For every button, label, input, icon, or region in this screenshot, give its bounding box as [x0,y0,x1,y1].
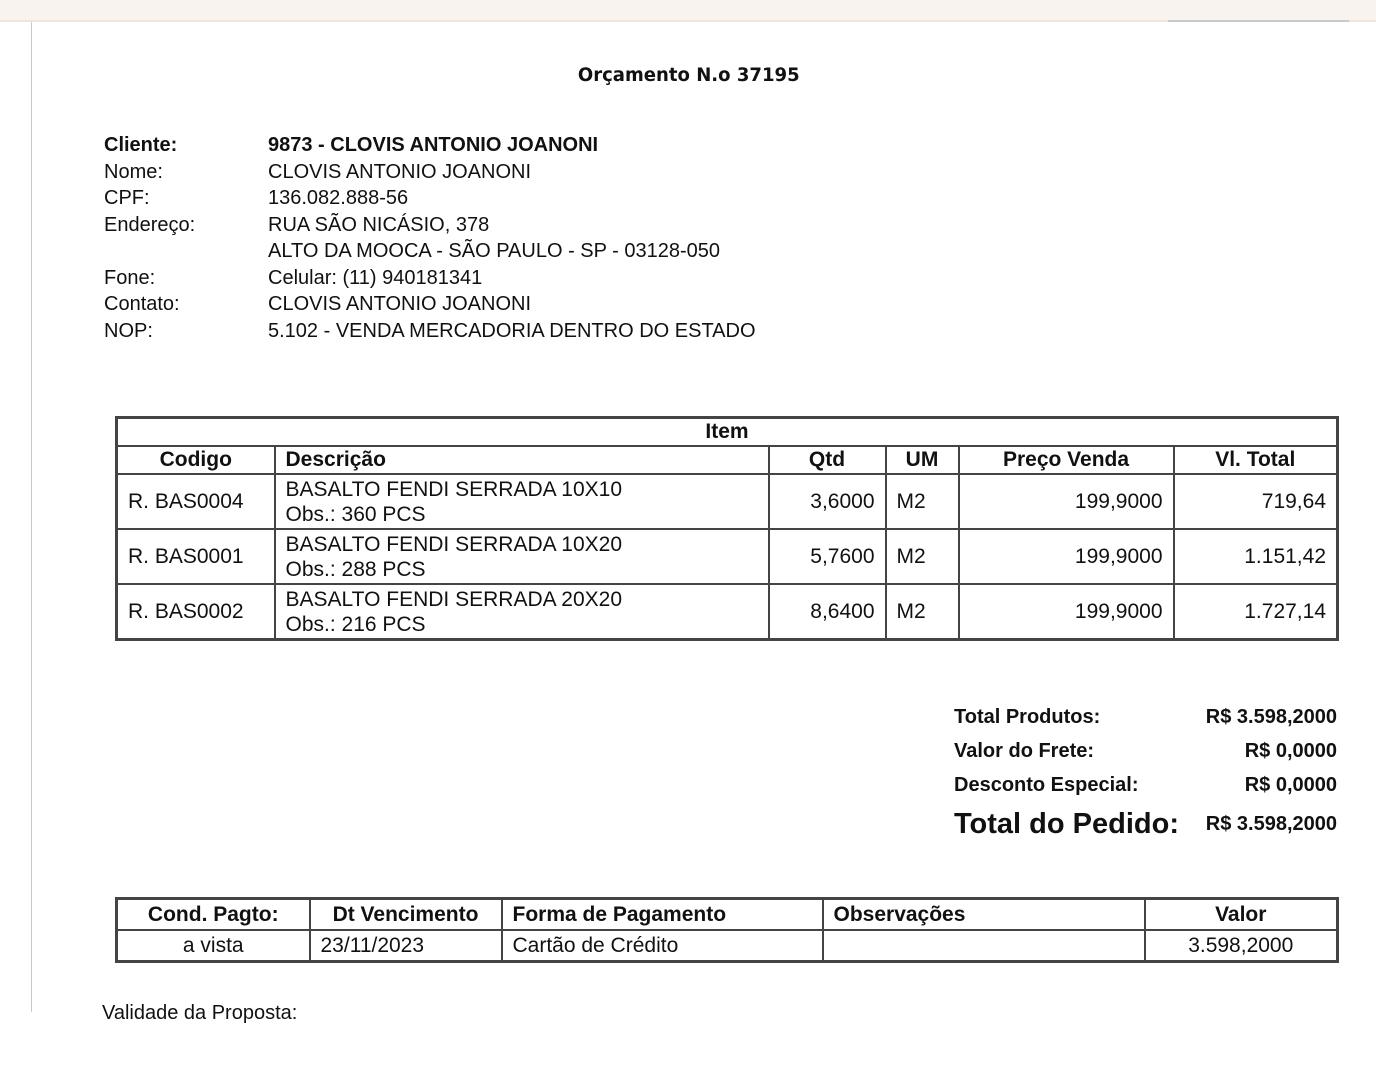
table-row [117,529,1338,584]
desconto-especial-value: R$ 0,0000 [1244,774,1337,796]
cell-codigo: R. BAS0002 [117,584,275,640]
cell-qtd: 8,6400 [769,584,886,640]
col-header-total: Vl. Total [1174,446,1338,474]
validity-label: Validade da Proposta: [102,1002,298,1024]
client-info [104,132,756,344]
client-row-nome [104,159,756,186]
table-row [117,930,1338,962]
col-header-codigo: Codigo [117,446,275,474]
item-obs: Obs.: 360 PCS [285,502,426,526]
client-value: 9873 - CLOVIS ANTONIO JOANONI [268,134,599,156]
cell-total: 1.151,42 [1174,529,1338,584]
payment-table [115,897,1339,963]
item-description: BASALTO FENDI SERRADA 20X20 [285,587,623,611]
item-description: BASALTO FENDI SERRADA 10X20 [285,532,623,556]
client-row-nop [104,318,756,345]
client-row-cliente [104,132,756,159]
total-pedido-label: Total do Pedido: [954,808,1179,840]
items-group-header-row [117,418,1338,447]
item-obs: Obs.: 288 PCS [285,557,426,581]
client-label [104,238,268,265]
valor-frete-value: R$ 0,0000 [1244,740,1337,762]
client-value: CLOVIS ANTONIO JOANONI [268,160,532,183]
cell-descricao [275,584,769,640]
item-description: BASALTO FENDI SERRADA 10X10 [285,477,623,501]
col-header-observacoes: Observações [823,899,1145,931]
cell-total: 719,64 [1174,474,1338,529]
cell-preco: 199,9000 [959,529,1174,584]
client-label: Endereço: [104,213,196,236]
viewer-top-bar [0,0,1376,22]
cell-vencimento: 23/11/2023 [310,930,502,962]
page-edge-left [31,22,32,1012]
cell-observacoes [823,930,1145,962]
table-row [117,584,1338,640]
cell-forma: Cartão de Crédito [502,930,823,962]
client-label: Contato: [104,293,180,315]
valor-frete-label: Valor do Frete: [954,740,1095,762]
items-group-header: Item [117,418,1338,447]
cell-qtd: 3,6000 [769,474,886,529]
cell-descricao [275,529,769,584]
client-value: CLOVIS ANTONIO JOANONI [268,293,532,315]
cell-um: M2 [886,584,959,640]
desconto-especial-label: Desconto Especial: [954,774,1139,796]
client-row-cpf [104,185,756,212]
total-produtos-label: Total Produtos: [954,706,1101,728]
client-value: ALTO DA MOOCA - SÃO PAULO - SP - 03128-050 [268,240,721,262]
cell-um: M2 [886,529,959,584]
cell-total: 1.727,14 [1174,584,1338,640]
col-header-descricao: Descrição [275,446,769,474]
total-pedido-row [954,802,1337,844]
col-header-qtd: Qtd [769,446,886,474]
client-value: Celular: (11) 940181341 [268,266,483,289]
col-header-forma: Forma de Pagamento [502,899,823,931]
client-label: NOP: [104,319,153,342]
page-edge-top [1168,20,1349,22]
total-produtos-row [954,700,1337,734]
item-obs: Obs.: 216 PCS [285,612,426,636]
col-header-um: UM [886,446,959,474]
cell-um: M2 [886,474,959,529]
client-value: 136.082.888-56 [268,187,409,209]
client-label: Nome: [104,160,163,183]
cell-preco: 199,9000 [959,474,1174,529]
cell-cond-pagto: a vista [117,930,310,962]
client-label: Cliente: [104,134,178,156]
client-label: CPF: [104,187,150,209]
cell-codigo: R. BAS0001 [117,529,275,584]
items-header-row [117,446,1338,474]
items-table [115,416,1339,641]
client-row-endereco [104,212,756,239]
client-row-contato [104,291,756,318]
cell-codigo: R. BAS0004 [117,474,275,529]
col-header-vencimento: Dt Vencimento [310,899,502,931]
client-value: RUA SÃO NICÁSIO, 378 [268,213,490,236]
client-value: 5.102 - VENDA MERCADORIA DENTRO DO ESTADO [268,319,756,342]
total-pedido-value: R$ 3.598,2000 [1205,813,1337,835]
client-label: Fone: [104,266,156,289]
cell-preco: 199,9000 [959,584,1174,640]
payment-header-row [117,899,1338,931]
total-produtos-value: R$ 3.598,2000 [1205,706,1337,728]
cell-descricao [275,474,769,529]
col-header-cond-pagto: Cond. Pagto: [117,899,310,931]
client-row-endereco-2 [104,238,756,265]
desconto-especial-row [954,768,1337,802]
document-title: Orçamento N.o 37195 [577,64,800,86]
valor-frete-row [954,734,1337,768]
col-header-preco: Preço Venda [959,446,1174,474]
cell-valor: 3.598,2000 [1145,930,1338,962]
table-row [117,474,1338,529]
col-header-valor: Valor [1145,899,1338,931]
client-row-fone [104,265,756,292]
order-totals [954,700,1337,844]
cell-qtd: 5,7600 [769,529,886,584]
